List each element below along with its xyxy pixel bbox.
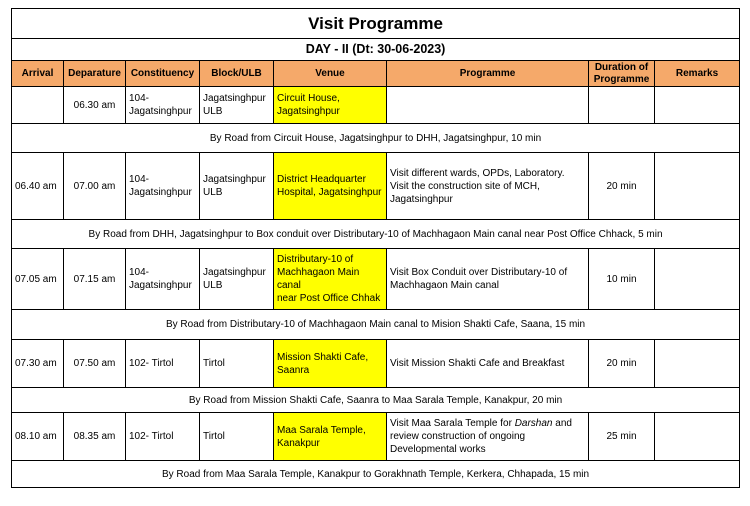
travel-row <box>12 310 740 340</box>
header-arrival: Arrival <box>12 61 64 87</box>
venue-cell: District Headquarter Hospital, Jagatsinghpur <box>274 153 387 220</box>
duration-cell <box>589 87 655 124</box>
travel-note: By Road from DHH, Jagatsinghpur to Box conduit over Distributary-10 of Machhagaon Main canal near Post Office Chhack, 5 min <box>12 220 740 249</box>
venue-cell: Maa Sarala Temple, Kanakpur <box>274 413 387 461</box>
programme-text-start: Visit Maa Sarala Temple for <box>390 418 515 429</box>
block-cell: Jagatsinghpur ULB <box>200 249 274 310</box>
travel-row <box>12 388 740 413</box>
programme-cell: Visit different wards, OPDs, Laboratory. Visit the construction site of MCH, Jagatsinghpur <box>387 153 589 220</box>
departure-cell: 07.50 am <box>64 340 126 388</box>
travel-row <box>12 461 740 488</box>
block-cell: Tirtol <box>200 340 274 388</box>
remarks-cell <box>655 340 740 388</box>
day-heading: DAY - II (Dt: 30-06-2023) <box>12 39 740 61</box>
table-row <box>12 340 740 388</box>
duration-cell: 10 min <box>589 249 655 310</box>
venue-cell: Mission Shakti Cafe, Saanra <box>274 340 387 388</box>
programme-text-emphasis: Darshan <box>514 418 553 429</box>
programme-cell <box>387 87 589 124</box>
constituency-cell: 102- Tirtol <box>126 340 200 388</box>
venue-cell: Circuit House, Jagatsinghpur <box>274 87 387 124</box>
constituency-cell: 104- Jagatsinghpur <box>126 249 200 310</box>
departure-cell: 07.15 am <box>64 249 126 310</box>
programme-cell: Visit Mission Shakti Cafe and Breakfast <box>387 340 589 388</box>
duration-cell: 20 min <box>589 340 655 388</box>
remarks-cell <box>655 249 740 310</box>
table-row <box>12 249 740 310</box>
departure-cell: 07.00 am <box>64 153 126 220</box>
departure-cell: 06.30 am <box>64 87 126 124</box>
arrival-cell: 06.40 am <box>12 153 64 220</box>
constituency-cell: 102- Tirtol <box>126 413 200 461</box>
travel-row <box>12 220 740 249</box>
travel-note: By Road from Mission Shakti Cafe, Saanra to Maa Sarala Temple, Kanakpur, 20 min <box>12 388 740 413</box>
travel-row <box>12 124 740 153</box>
header-block: Block/ULB <box>200 61 274 87</box>
remarks-cell <box>655 87 740 124</box>
block-cell: Jagatsinghpur ULB <box>200 87 274 124</box>
duration-cell: 20 min <box>589 153 655 220</box>
header-venue: Venue <box>274 61 387 87</box>
visit-programme-document <box>11 8 739 488</box>
venue-cell: Distributary-10 of Machhagaon Main canal near Post Office Chhak <box>274 249 387 310</box>
travel-note: By Road from Circuit House, Jagatsinghpur to DHH, Jagatsinghpur, 10 min <box>12 124 740 153</box>
arrival-cell <box>12 87 64 124</box>
header-remarks: Remarks <box>655 61 740 87</box>
block-cell: Jagatsinghpur ULB <box>200 153 274 220</box>
table-header-row <box>12 61 740 87</box>
table-row <box>12 87 740 124</box>
arrival-cell: 07.30 am <box>12 340 64 388</box>
programme-table <box>11 8 740 488</box>
duration-cell: 25 min <box>589 413 655 461</box>
header-constituency: Constituency <box>126 61 200 87</box>
block-cell: Tirtol <box>200 413 274 461</box>
document-title: Visit Programme <box>12 9 740 39</box>
table-row <box>12 413 740 461</box>
programme-cell: Visit Box Conduit over Distributary-10 of Machhagaon Main canal <box>387 249 589 310</box>
constituency-cell: 104- Jagatsinghpur <box>126 87 200 124</box>
table-row <box>12 153 740 220</box>
header-programme: Programme <box>387 61 589 87</box>
remarks-cell <box>655 413 740 461</box>
header-duration: Duration of Programme <box>589 61 655 87</box>
arrival-cell: 08.10 am <box>12 413 64 461</box>
programme-cell <box>387 413 589 461</box>
travel-note: By Road from Maa Sarala Temple, Kanakpur to Gorakhnath Temple, Kerkera, Chhapada, 15 min <box>12 461 740 488</box>
programme-text-end: and review construction of ongoing Developmental works <box>390 418 572 455</box>
travel-note: By Road from Distributary-10 of Machhagaon Main canal to Mision Shakti Cafe, Saana, 15 min <box>12 310 740 340</box>
arrival-cell: 07.05 am <box>12 249 64 310</box>
remarks-cell <box>655 153 740 220</box>
departure-cell: 08.35 am <box>64 413 126 461</box>
constituency-cell: 104- Jagatsinghpur <box>126 153 200 220</box>
header-departure: Deparature <box>64 61 126 87</box>
